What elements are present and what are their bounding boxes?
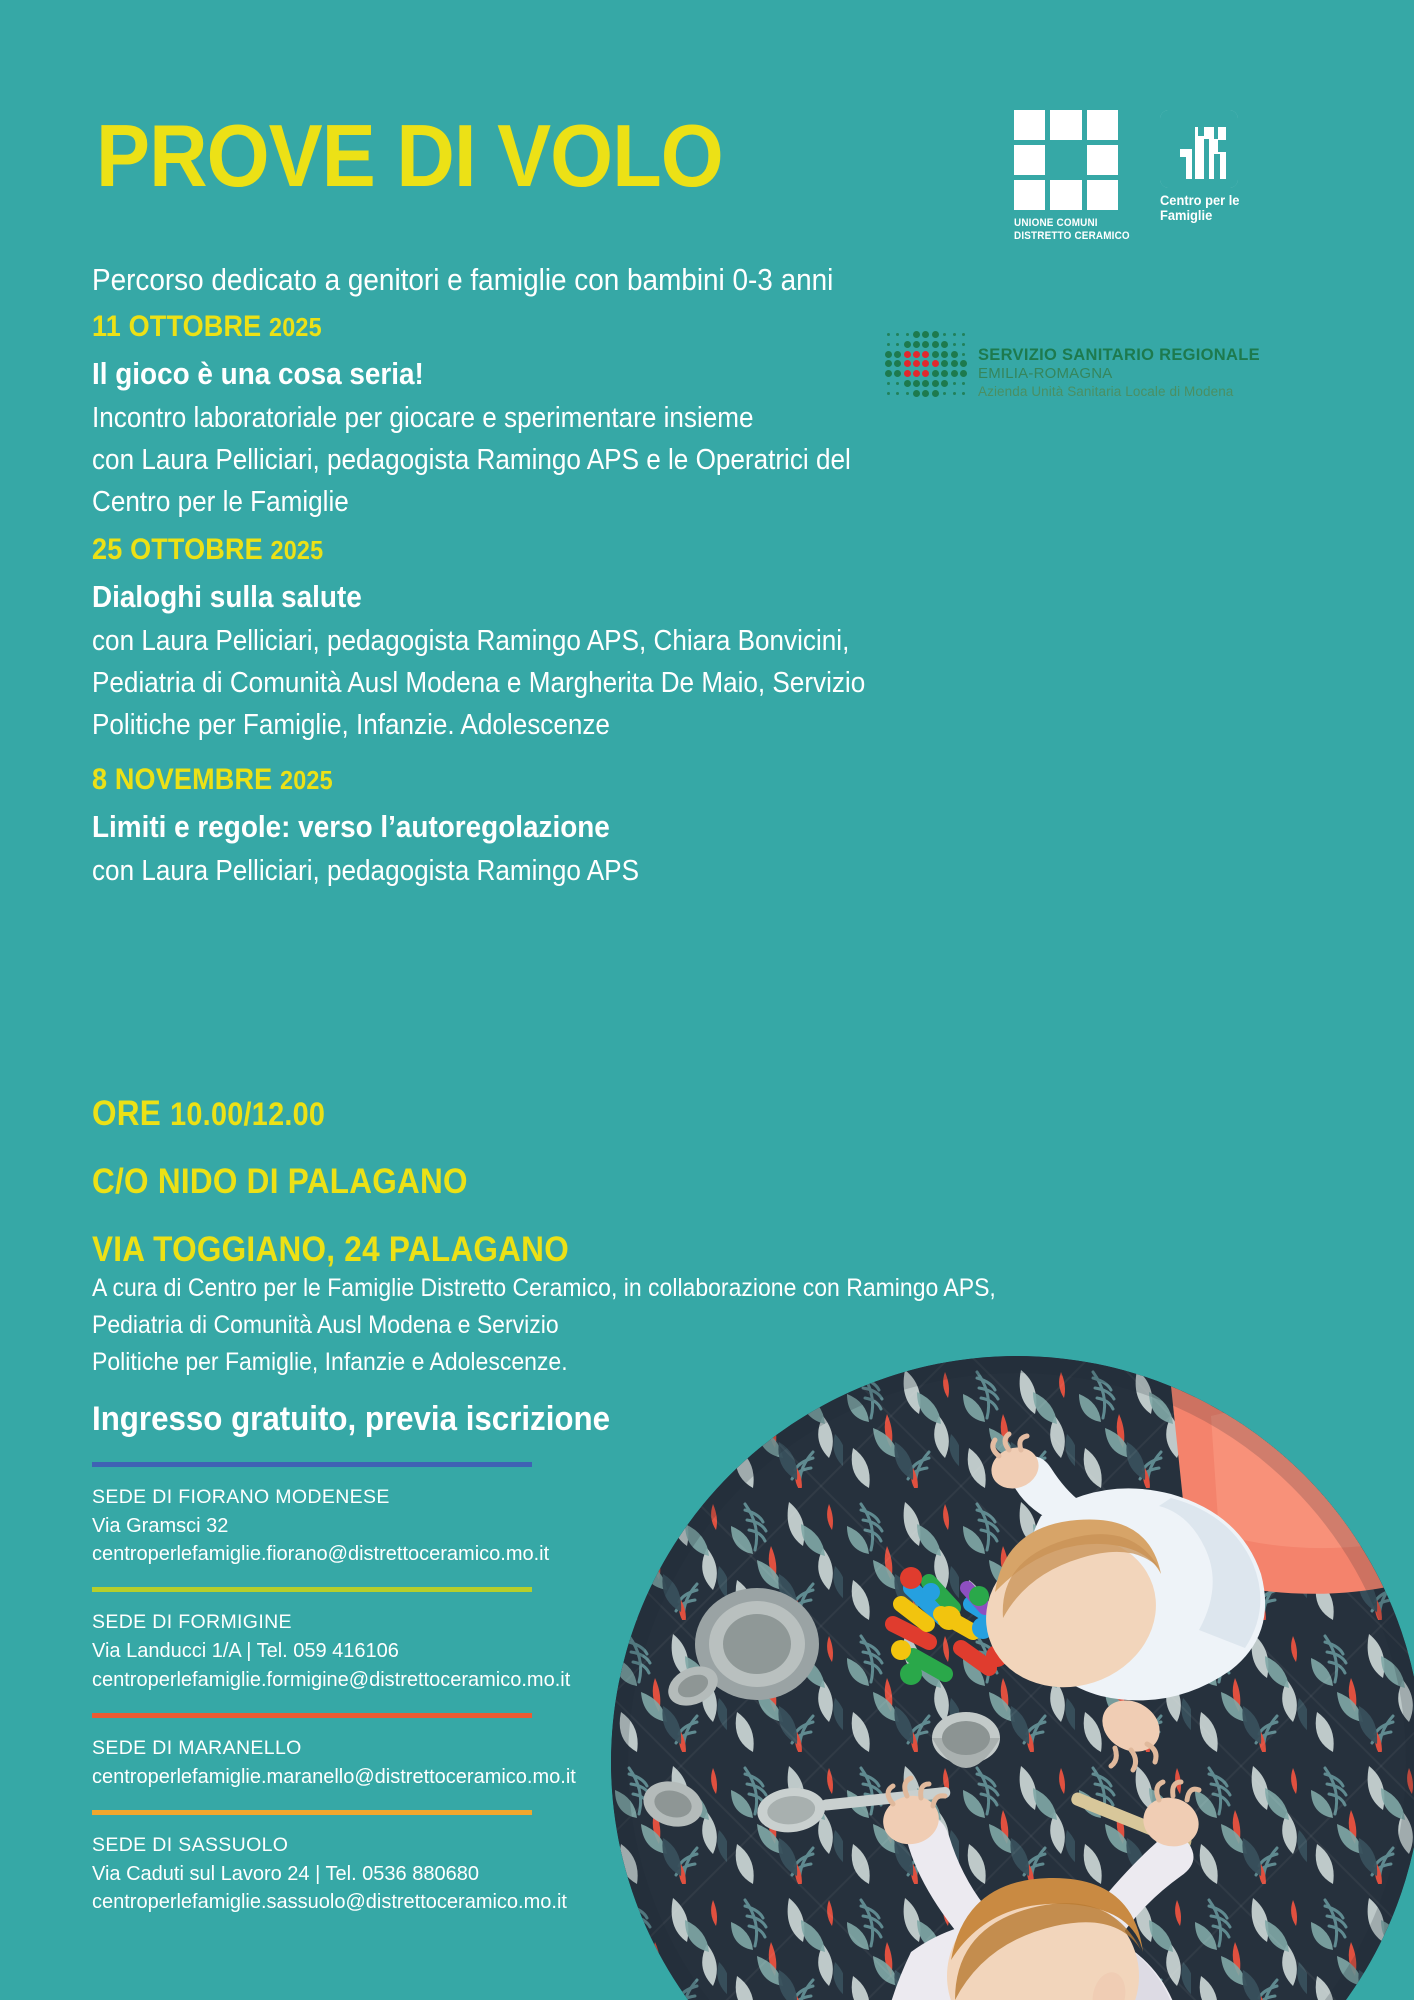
sessions-list (92, 310, 1102, 908)
contact-name: SEDE DI FIORANO MODENESE (92, 1486, 390, 1508)
contact-name: SEDE DI MARANELLO (92, 1736, 302, 1759)
session-date: 25 OTTOBRE 2025 (92, 533, 324, 567)
logo-group (1014, 110, 1256, 242)
unione-logo-caption: UNIONE COMUNI DISTRETTO CERAMICO (1014, 217, 1130, 242)
event-venue: C/O NIDO DI PALAGANO (92, 1162, 468, 1201)
event-time: ORE 10.00/12.00 (92, 1094, 326, 1133)
contact-block (92, 1462, 632, 1568)
free-entry-notice: Ingresso gratuito, previa iscrizione (92, 1400, 611, 1438)
children-playing-on-floral-mat-photo (611, 1356, 1414, 2000)
session-date: 11 OTTOBRE 2025 (92, 310, 322, 343)
session-title: Il gioco è una cosa seria! (92, 356, 424, 391)
contact-email[interactable]: centroperlefamiglie.maranello@distrettoceramico.mo.it (92, 1765, 576, 1788)
session-item (92, 310, 1102, 523)
trees-icon (1160, 110, 1238, 188)
session-body: Incontro laboratoriale per giocare e sperimentare insieme con Laura Pelliciari, pedagogista Ramingo APS e le Operatrici del Centro per le Famiglie (92, 402, 851, 518)
contact-block (92, 1810, 632, 1916)
divider (92, 1810, 532, 1815)
contact-block (92, 1713, 632, 1791)
credits-paragraph: A cura di Centro per le Famiglie Distretto Ceramico, in collaborazione con Ramingo APS, Pediatria di Comunità Ausl Modena e Servizio Politiche per Famiglie, Infanzie e Adolescenze. (92, 1274, 996, 1376)
session-title: Dialoghi sulla salute (92, 579, 362, 615)
contact-name: SEDE DI FORMIGINE (92, 1611, 292, 1634)
session-title: Limiti e regole: verso l’autoregolazione (92, 808, 610, 844)
contact-email[interactable]: centroperlefamiglie.fiorano@distrettoceramico.mo.it (92, 1543, 550, 1566)
centro-per-le-famiglie-logo (1160, 110, 1256, 224)
session-body: con Laura Pelliciari, pedagogista Ramingo APS (92, 854, 639, 887)
session-item (92, 763, 1102, 893)
divider (92, 1713, 532, 1718)
contacts-list (92, 1462, 632, 1935)
unione-comuni-distretto-ceramico-logo (1014, 110, 1132, 242)
session-body: con Laura Pelliciari, pedagogista Ramingo APS, Chiara Bonvicini, Pediatria di Comunità Ausl Modena e Margherita De Maio, Servizio Politiche per Famiglie, Infanzie. Adolescenze (92, 625, 866, 741)
contact-address: Via Gramsci 32 (92, 1514, 229, 1537)
session-item (92, 533, 1102, 746)
event-address: VIA TOGGIANO, 24 PALAGANO (92, 1230, 569, 1269)
divider (92, 1587, 532, 1592)
event-highlights (92, 1094, 622, 1298)
centro-logo-caption: Centro per le Famiglie (1160, 192, 1240, 224)
ssr-line-2: EMILIA-ROMAGNA (978, 365, 1113, 383)
page-title: PROVE DI VOLO (96, 106, 723, 205)
divider (92, 1462, 532, 1467)
ssr-line-1: SERVIZIO SANITARIO REGIONALE (978, 346, 1260, 364)
session-date: 8 NOVEMBRE 2025 (92, 762, 333, 796)
contact-address: Via Landucci 1/A | Tel. 059 416106 (92, 1640, 399, 1663)
contact-name: SEDE DI SASSUOLO (92, 1834, 289, 1857)
page-subtitle: Percorso dedicato a genitori e famiglie con bambini 0-3 anni (92, 262, 834, 297)
grid-icon (1014, 110, 1118, 210)
contact-address: Via Caduti sul Lavoro 24 | Tel. 0536 880680 (92, 1862, 479, 1885)
contact-email[interactable]: centroperlefamiglie.formigine@distrettoceramico.mo.it (92, 1668, 571, 1691)
ssr-line-3: Azienda Unità Sanitaria Locale di Modena (978, 384, 1234, 400)
contact-block (92, 1587, 632, 1693)
contact-email[interactable]: centroperlefamiglie.sassuolo@distrettoceramico.mo.it (92, 1891, 567, 1914)
